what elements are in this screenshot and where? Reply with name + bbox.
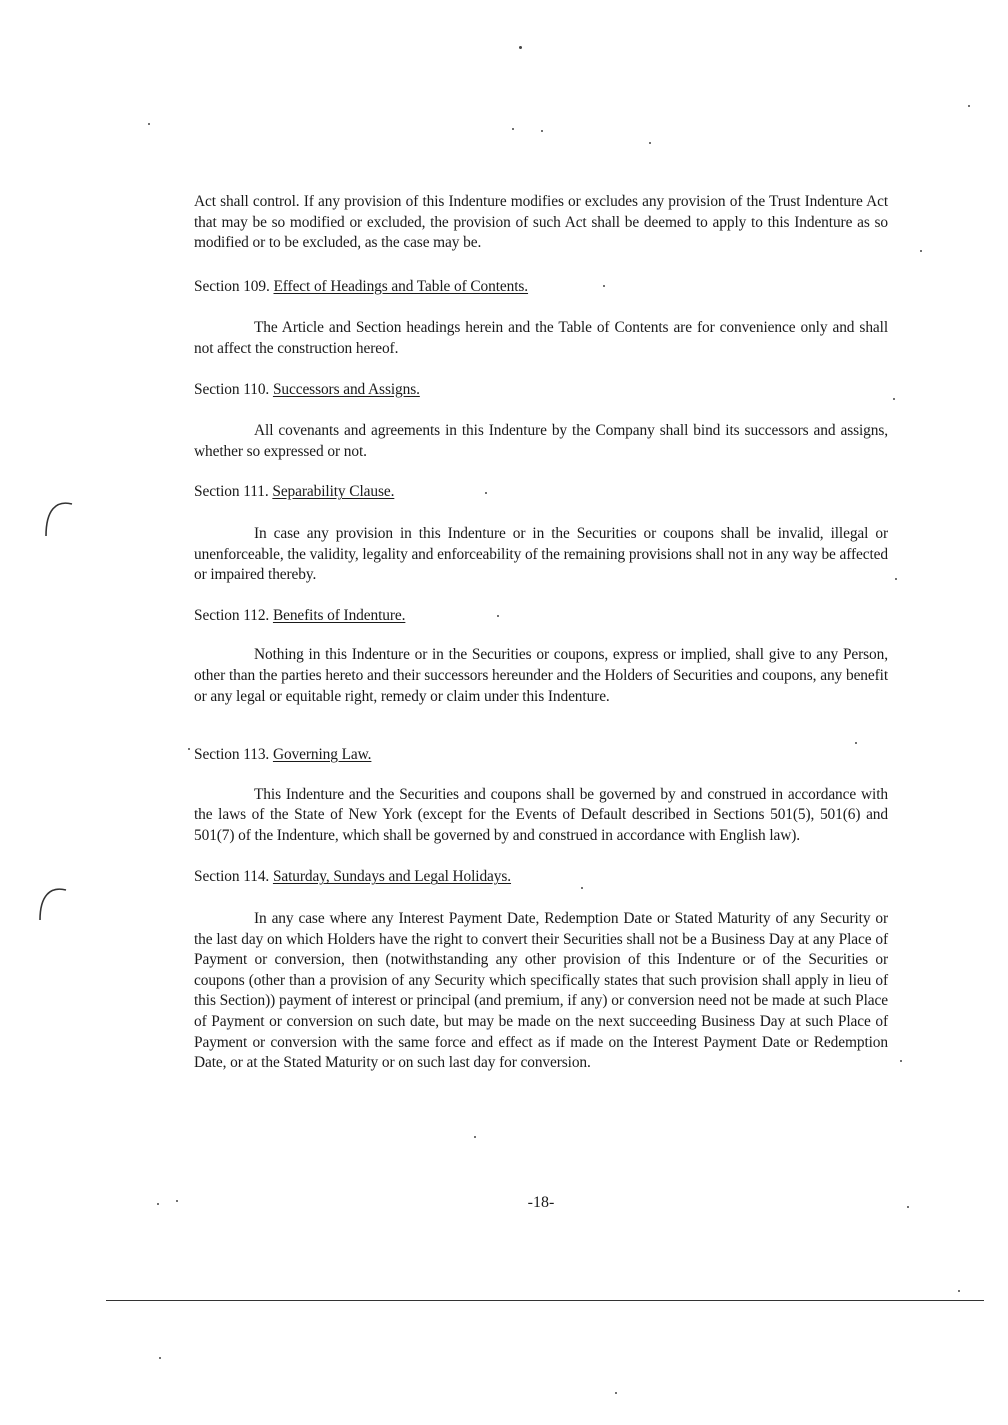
section-110-body: All covenants and agreements in this Indenture by the Company shall bind its successors and assigns, whether so expressed or not. — [194, 422, 888, 460]
section-111-heading — [194, 482, 888, 503]
scan-speck — [519, 46, 522, 49]
scan-speck — [148, 123, 150, 125]
section-111-number: Section 111. — [194, 483, 269, 501]
section-111-body: In case any provision in this Indenture or in the Securities or coupons shall be invalid, illegal or unenforceable, the validity, legality and enforceability of the remaining provisions shall not in any way be affected or impaired thereby. — [194, 524, 888, 584]
punch-hole-mark-bottom — [32, 880, 72, 924]
section-109-heading — [194, 277, 888, 298]
section-110-title: Successors and Assigns. — [272, 380, 420, 398]
scan-speck — [893, 398, 895, 400]
section-114-heading — [194, 867, 888, 888]
section-112-title: Benefits of Indenture. — [272, 606, 406, 624]
section-112-number: Section 112. — [194, 606, 270, 624]
section-109-body: The Article and Section headings herein and the Table of Contents are for convenience only and shall not affect the construction hereof. — [194, 319, 888, 357]
scan-speck — [649, 142, 651, 144]
section-110-number: Section 110. — [194, 380, 270, 398]
scan-speck — [958, 1290, 960, 1292]
scan-speck — [159, 1357, 161, 1359]
section-113-number: Section 113. — [194, 746, 270, 764]
scan-speck — [968, 105, 970, 107]
scan-speck — [920, 250, 922, 252]
section-114-number: Section 114. — [194, 868, 270, 886]
scan-speck — [541, 130, 543, 132]
section-113-heading — [194, 745, 888, 766]
section-109-number: Section 109. — [194, 277, 270, 295]
scan-speck — [615, 1392, 617, 1394]
section-113-title: Governing Law. — [272, 746, 372, 764]
section-114-body: In any case where any Interest Payment Date, Redemption Date or Stated Maturity of any Security or the last day on which Holders have the right to convert their Securities shall not be a Business Day at any Place of Payment or conversion, then (notwithstanding any other provision of this Indenture or of the Securities or coupons (other than a provision of any Security which specifically states that such provision shall apply in lieu of this Section)) payment of interest or principal (and premium, if any) or conversion need not be made at such Place of Payment or conversion on such date, but may be made on the next succeeding Business Day at such Place of Payment or conversion with the same force and effect as if made on the Interest Payment Date or Redemption Date, or at the Stated Maturity or on such last day for conversion. — [194, 910, 888, 1072]
section-113-body: This Indenture and the Securities and coupons shall be governed by and construed in accordance with the laws of the State of New York (except for the Events of Default described in Sections 501(5), 501(6) and 501(7) of the Indenture, which shall be governed by and construed in accordance with English law). — [194, 785, 888, 844]
section-114-title: Saturday, Sundays and Legal Holidays. — [272, 868, 512, 886]
section-112-heading — [194, 606, 888, 627]
scan-speck — [474, 1136, 476, 1138]
scan-speck — [895, 578, 897, 580]
section-109-title: Effect of Headings and Table of Contents. — [273, 277, 529, 295]
section-112-body: Nothing in this Indenture or in the Securities or coupons, express or implied, shall give to any Person, other than the parties hereto and their successors hereunder and the Holders of Securities and coupons, any benefit or any legal or equitable right, remedy or claim under this Indenture. — [194, 646, 888, 705]
document-body — [194, 192, 888, 1074]
scan-speck — [900, 1060, 902, 1062]
scan-speck — [512, 128, 514, 130]
footer-rule — [106, 1300, 984, 1301]
section-111-title: Separability Clause. — [272, 483, 395, 501]
section-110-heading — [194, 380, 888, 401]
punch-hole-mark-top — [38, 496, 78, 540]
page-number: -18- — [527, 1194, 555, 1211]
scan-speck — [188, 748, 190, 750]
intro-paragraph: Act shall control. If any provision of this Indenture modifies or excludes any provision of the Trust Indenture Act that may be so modified or excluded, the provision of such Act shall be deemed to apply to this Indenture as so modified or to be excluded, as the case may be. — [194, 193, 888, 252]
